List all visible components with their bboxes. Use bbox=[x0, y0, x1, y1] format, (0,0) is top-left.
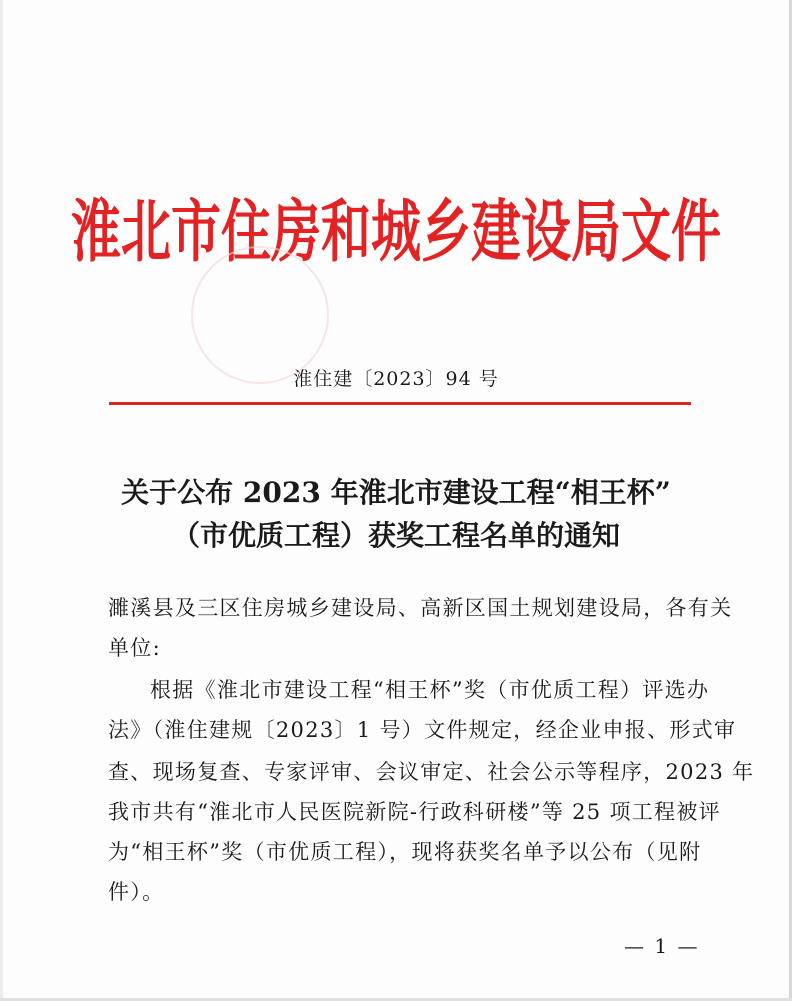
body-line: 件）。 bbox=[108, 880, 165, 904]
body-line: 为“相王杯”奖（市优质工程），现将获奖名单予以公布（见附 bbox=[108, 840, 702, 864]
issuer-header: 淮北市住房和城乡建设局文件 bbox=[71, 192, 721, 272]
page-number: — 1 — bbox=[624, 934, 700, 958]
notice-title-line-1: 关于公布 2023 年淮北市建设工程“相王杯” bbox=[121, 476, 671, 509]
body-line: 查、现场复查、专家评审、会议审定、社会公示等程序，2023 年 bbox=[108, 760, 755, 784]
red-separator-line bbox=[109, 402, 691, 405]
notice-title-line-2: （市优质工程）获奖工程名单的通知 bbox=[171, 519, 620, 552]
document-number: 淮住建〔2023〕94 号 bbox=[293, 368, 499, 390]
body-line: 单位: bbox=[108, 636, 161, 660]
body-line: 我市共有“淮北市人民医院新院-行政科研楼”等 25 项工程被评 bbox=[108, 800, 721, 824]
body-line: 根据《淮北市建设工程“相王杯”奖（市优质工程）评选办 bbox=[150, 678, 710, 702]
body-line: 法》（淮住建规〔2023〕1 号）文件规定，经企业申报、形式审 bbox=[108, 718, 737, 742]
body-line: 濉溪县及三区住房城乡建设局、高新区国土规划建设局，各有关 bbox=[108, 596, 733, 620]
